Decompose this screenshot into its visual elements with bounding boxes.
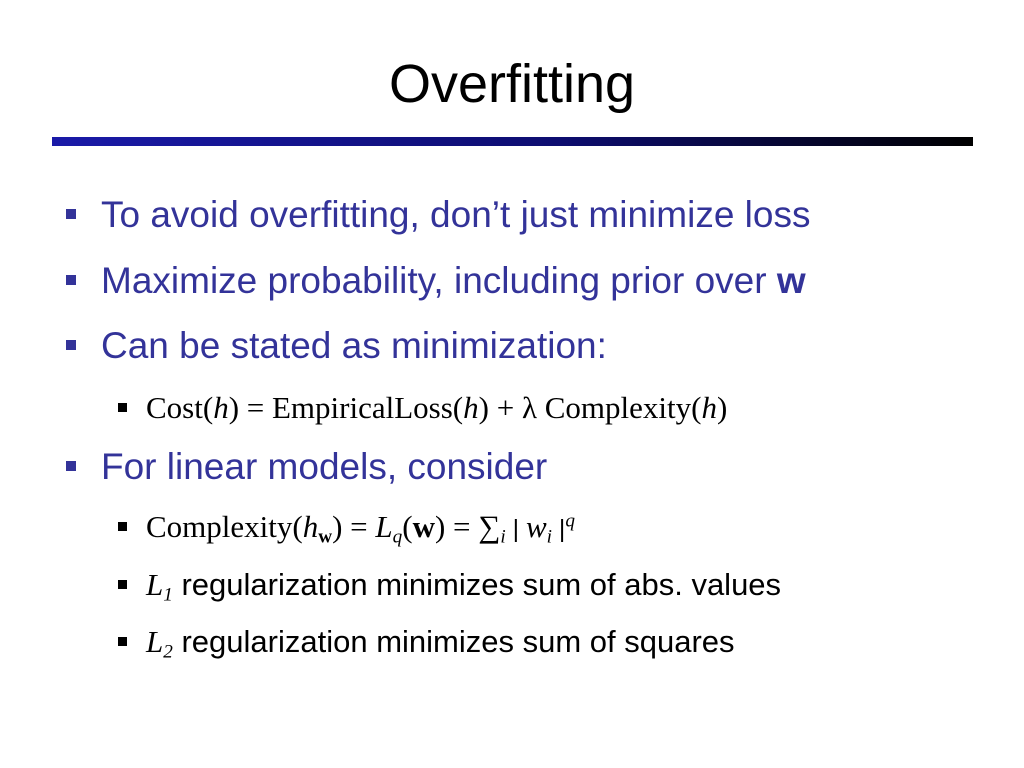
square-bullet-icon (66, 275, 76, 285)
bullet-maximize-probability (101, 259, 806, 303)
vector-w: w (776, 260, 806, 301)
square-bullet-icon (66, 209, 76, 219)
bullet-avoid-overfitting (101, 193, 810, 237)
square-bullet-icon (118, 637, 127, 646)
sub-bullet-l2-regularization (146, 623, 735, 661)
square-bullet-icon (66, 340, 76, 350)
l-norm-subscript: 2 (163, 641, 173, 663)
bullet-linear-models (101, 445, 547, 489)
sub-bullet-text: regularization minimizes sum of squares (172, 624, 735, 659)
sub-bullet-complexity-formula (146, 508, 575, 549)
bullet-stated-as-minimization (101, 324, 607, 368)
bullet-text: For linear models, consider (101, 446, 548, 487)
square-bullet-icon (118, 522, 127, 531)
square-bullet-icon (118, 580, 127, 589)
bullet-text: Can be stated as minimization: (101, 325, 607, 366)
sub-bullet-l1-regularization (146, 566, 781, 604)
l-norm-symbol: L (146, 624, 164, 659)
square-bullet-icon (118, 403, 127, 412)
slide-title: Overfitting (388, 54, 636, 114)
square-bullet-icon (66, 461, 76, 471)
bullet-text: Maximize probability, including prior over (101, 260, 777, 301)
bullet-text: To avoid overfitting, don’t just minimize loss (101, 194, 811, 235)
complexity-formula: $Complexity(h_w) = L_q(w) = \sum_i$ | $w_i$ $|^q$ (146, 509, 575, 548)
sub-bullet-text: regularization minimizes sum of abs. values (172, 567, 782, 602)
sub-bullet-cost-formula (146, 389, 727, 427)
l-norm-subscript: 1 (163, 584, 173, 606)
l-norm-symbol: L (146, 567, 164, 602)
cost-formula: Cost(h) = EmpiricalLoss(h) + λ Complexity(h) (146, 390, 728, 425)
